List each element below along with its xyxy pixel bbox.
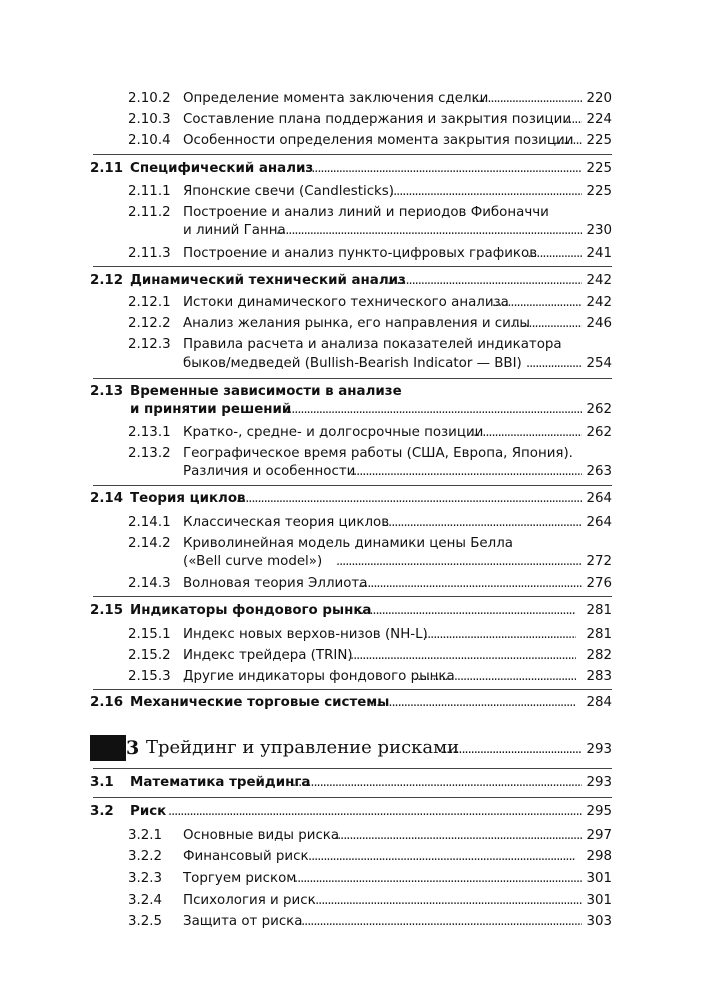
toc-entry[interactable] [0, 243, 702, 264]
toc-entry-continued[interactable] [0, 551, 702, 572]
separator [93, 596, 612, 597]
dot-leader [350, 645, 576, 666]
entry-title: Защита от риска [183, 914, 303, 929]
section-number: 2.14 [90, 491, 124, 506]
entry-page: 242 [586, 273, 612, 288]
section-title: Риск [130, 804, 167, 819]
separator [93, 797, 612, 798]
entry-page: 298 [586, 849, 612, 864]
entry-page: 225 [586, 133, 612, 148]
toc-entry[interactable] [0, 181, 702, 202]
section-title-continued: и принятии решений [130, 402, 292, 417]
entry-number: 2.14.1 [128, 515, 171, 530]
entry-page: 297 [586, 828, 612, 843]
entry-title: Правила расчета и анализа показателей индикатора [183, 337, 562, 352]
toc-entry[interactable] [0, 573, 702, 594]
entry-number: 2.15.1 [128, 627, 171, 642]
entry-number: 2.11.3 [128, 246, 171, 261]
entry-title: Географическое время работы (США, Европа, Япония). [183, 446, 573, 461]
entry-number: 2.15.2 [128, 648, 171, 663]
entry-page: 262 [586, 402, 612, 417]
entry-number: 2.13.1 [128, 425, 171, 440]
entry-page: 225 [586, 184, 612, 199]
toc-section[interactable] [0, 488, 702, 509]
dot-leader [382, 512, 582, 533]
toc-entry[interactable] [0, 868, 702, 889]
entry-page: 264 [586, 515, 612, 530]
separator [93, 266, 612, 267]
dot-leader [358, 573, 582, 594]
entry-number: 2.12.2 [128, 316, 171, 331]
dot-leader [236, 488, 582, 509]
toc-entry[interactable] [0, 292, 702, 313]
dot-leader [276, 220, 582, 241]
entry-page: 281 [586, 603, 612, 618]
entry-number: 2.10.3 [128, 112, 171, 127]
entry-page: 263 [586, 464, 612, 479]
entry-number: 2.10.2 [128, 91, 171, 106]
entry-number: 3.2.5 [128, 914, 163, 929]
entry-page: 282 [586, 648, 612, 663]
separator [93, 485, 612, 486]
entry-title-continued: («Bell curve model») [183, 554, 323, 569]
dot-leader [370, 692, 576, 713]
toc-entry[interactable] [0, 624, 702, 645]
entry-title: Торгуем риском [183, 871, 297, 886]
dot-leader [350, 461, 582, 482]
entry-page: 301 [586, 871, 612, 886]
dot-leader [414, 666, 576, 687]
entry-page: 284 [586, 695, 612, 710]
entry-page: 264 [586, 491, 612, 506]
entry-number: 2.12.1 [128, 295, 171, 310]
section-title: Специфический анализ [130, 161, 314, 176]
dot-leader [354, 600, 576, 621]
dot-leader [334, 825, 582, 846]
entry-page: 225 [586, 161, 612, 176]
dot-leader [336, 551, 582, 572]
section-title: Индикаторы фондового рынка [130, 603, 372, 618]
entry-page: 283 [586, 669, 612, 684]
entry-title: Японские свечи (Candlesticks) [183, 184, 395, 199]
entry-page: 293 [586, 775, 612, 790]
entry-page: 272 [586, 554, 612, 569]
section-number: 2.11 [90, 161, 124, 176]
section-number: 2.15 [90, 603, 124, 618]
dot-leader [312, 890, 582, 911]
dot-leader [298, 911, 582, 932]
section-title: Теория циклов [130, 491, 246, 506]
entry-title: Криволинейная модель динамики цены Белла [183, 536, 513, 551]
dot-leader [472, 88, 582, 109]
chapter-page: 293 [586, 742, 612, 757]
dot-leader [440, 735, 582, 761]
entry-title: Основные виды риска [183, 828, 340, 843]
dot-leader [302, 158, 582, 179]
entry-title: Составление плана поддержания и закрытия позиции [183, 112, 572, 127]
entry-title: Определение момента заключения сделки [183, 91, 489, 106]
dot-leader [526, 353, 582, 374]
entry-page: 230 [586, 223, 612, 238]
entry-title: Классическая теория циклов [183, 515, 390, 530]
entry-number: 3.2.3 [128, 871, 163, 886]
section-number: 2.13 [90, 384, 124, 399]
entry-page: 295 [586, 804, 612, 819]
separator [93, 378, 612, 379]
section-title: Математика трейдинга [130, 775, 311, 790]
toc-entry[interactable] [0, 422, 702, 443]
entry-title-continued: Различия и особенности [183, 464, 356, 479]
toc-section[interactable] [0, 158, 702, 179]
section-number: 2.12 [90, 273, 124, 288]
dot-leader [492, 292, 582, 313]
section-title: Механические торговые системы [130, 695, 390, 710]
entry-title: Индекс трейдера (TRIN) [183, 648, 353, 663]
toc-entry[interactable] [0, 130, 702, 151]
entry-page: 241 [586, 246, 612, 261]
dot-leader [510, 313, 582, 334]
dot-leader [424, 624, 576, 645]
entry-number: 2.12.3 [128, 337, 171, 352]
toc-entry[interactable] [0, 825, 702, 846]
entry-page: 301 [586, 893, 612, 908]
toc-entry-continued[interactable] [0, 353, 702, 374]
entry-title: Психология и риск [183, 893, 316, 908]
entry-title: Построение и анализ линий и периодов Фибоначчи [183, 205, 549, 220]
entry-number: 2.15.3 [128, 669, 171, 684]
entry-page: 246 [586, 316, 612, 331]
entry-title-continued: быков/медведей (Bullish-Bearish Indicator — BBI) [183, 356, 522, 371]
entry-page: 242 [586, 295, 612, 310]
dot-leader [470, 422, 582, 443]
chapter-title: Трейдинг и управление рисками [146, 737, 460, 758]
toc-section[interactable] [0, 801, 702, 822]
section-title: Временные зависимости в анализе [130, 384, 402, 399]
separator [93, 154, 612, 155]
entry-number: 2.11.1 [128, 184, 171, 199]
dot-leader [168, 801, 582, 822]
entry-page: 303 [586, 914, 612, 929]
toc-entry[interactable] [0, 512, 702, 533]
toc-section[interactable] [0, 772, 702, 793]
entry-number: 2.14.3 [128, 576, 171, 591]
dot-leader [554, 130, 582, 151]
separator [93, 689, 612, 690]
dot-leader [390, 181, 582, 202]
entry-title: Волновая теория Эллиота [183, 576, 368, 591]
chapter-number: 3 [126, 735, 144, 761]
entry-number: 3.2.1 [128, 828, 163, 843]
toc-entry[interactable] [0, 846, 702, 867]
entry-page: 262 [586, 425, 612, 440]
entry-title: Анализ желания рынка, его направления и силы [183, 316, 530, 331]
toc-section-continued[interactable] [0, 399, 702, 420]
dot-leader [294, 868, 582, 889]
entry-title: Индекс новых верхов-низов (NH-L) [183, 627, 428, 642]
toc-entry[interactable] [0, 109, 702, 130]
entry-title-continued: и линий Ганна [183, 223, 286, 238]
toc-entry[interactable] [0, 645, 702, 666]
section-number: 3.2 [90, 804, 114, 819]
toc-entry[interactable] [0, 334, 702, 355]
dot-leader [562, 109, 582, 130]
entry-title: Истоки динамического технического анализа [183, 295, 509, 310]
entry-title: Построение и анализ пункто-цифровых графиков [183, 246, 538, 261]
entry-number: 2.10.4 [128, 133, 171, 148]
section-number: 3.1 [90, 775, 114, 790]
entry-number: 2.14.2 [128, 536, 171, 551]
dot-leader [282, 399, 582, 420]
toc-entry-continued[interactable] [0, 220, 702, 241]
entry-page: 220 [586, 91, 612, 106]
entry-number: 2.11.2 [128, 205, 171, 220]
dot-leader [308, 846, 576, 867]
entry-page: 276 [586, 576, 612, 591]
toc-entry-continued[interactable] [0, 461, 702, 482]
entry-number: 3.2.4 [128, 893, 163, 908]
dot-leader [384, 270, 582, 291]
toc-entry[interactable] [0, 313, 702, 334]
toc-section[interactable] [0, 600, 702, 621]
separator [93, 768, 612, 769]
entry-number: 2.13.2 [128, 446, 171, 461]
section-number: 2.16 [90, 695, 124, 710]
toc-section[interactable] [0, 692, 702, 713]
entry-page: 224 [586, 112, 612, 127]
entry-title: Кратко-, средне- и долгосрочные позиции [183, 425, 484, 440]
dot-leader [524, 243, 582, 264]
dot-leader [292, 772, 582, 793]
entry-page: 281 [586, 627, 612, 642]
toc-section[interactable] [0, 270, 702, 291]
entry-title: Финансовый риск [183, 849, 309, 864]
toc-entry[interactable] [0, 666, 702, 687]
toc-entry[interactable] [0, 88, 702, 109]
toc-entry[interactable] [0, 890, 702, 911]
entry-page: 254 [586, 356, 612, 371]
entry-number: 3.2.2 [128, 849, 163, 864]
entry-title: Особенности определения момента закрытия позиции [183, 133, 574, 148]
entry-title: Другие индикаторы фондового рынка [183, 669, 455, 684]
toc-entry[interactable] [0, 911, 702, 932]
section-title: Динамический технический анализ [130, 273, 406, 288]
